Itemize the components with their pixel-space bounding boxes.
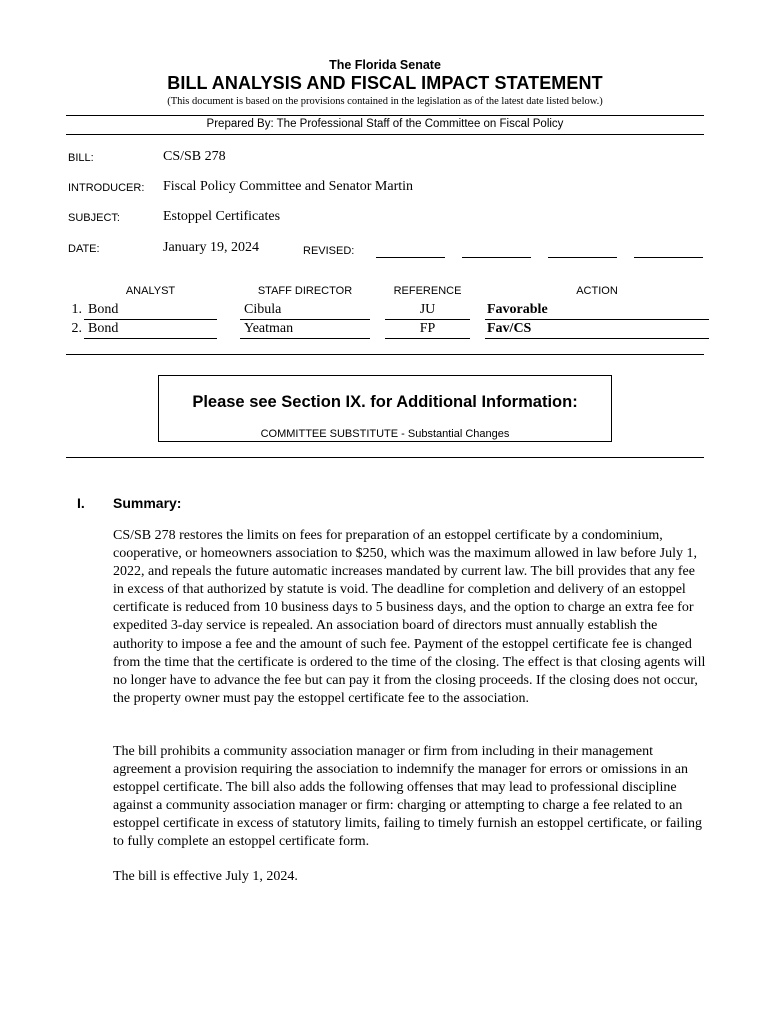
bill-label: BILL: [68,152,94,164]
senate-title: The Florida Senate [329,58,441,72]
staff-director-cell: Cibula [240,301,370,320]
action-cell: Fav/CS [485,320,709,339]
summary-paragraph: The bill is effective July 1, 2024. [113,869,298,884]
row-number: 1. [71,302,82,317]
document-title: BILL ANALYSIS AND FISCAL IMPACT STATEMENT [167,73,603,93]
revised-line [548,257,617,258]
staff-director-header: STAFF DIRECTOR [257,285,353,297]
date-value: January 19, 2024 [163,240,260,255]
staff-director-cell: Yeatman [240,320,370,339]
revised-label: REVISED: [303,245,355,257]
summary-paragraph: The bill prohibits a community association manager or firm from including in their management agreement a provision requiring the association to indemnify the manager for errors or omissions in an estoppel certificate. The bill also adds the following offenses that may lead to professional discipline against a community association manager or firm: charging or attempting to charge a fee related to an estoppel certificate in excess of statutory limits, failing to timely furnish an estoppel certificate, or failing to fully complete an estoppel certificate form. [113,744,702,850]
divider [66,115,704,116]
notice-subtitle: COMMITTEE SUBSTITUTE - Substantial Changes [260,428,510,440]
section-heading: Summary: [113,495,182,511]
revised-line [634,257,703,258]
bill-value: CS/SB 278 [163,149,226,164]
analyst-header: ANALYST [125,285,176,297]
subject-value: Estoppel Certificates [163,209,281,224]
section-number: I. [77,495,85,511]
date-label: DATE: [68,243,100,255]
analyst-cell: Bond [84,320,217,339]
action-header: ACTION [576,285,618,297]
summary-paragraph: CS/SB 278 restores the limits on fees for preparation of an estoppel certificate by a condominium, cooperative, or homeowners association to $250, which was the maximum allowed in law before July 1, 2022, and repeals the future automatic increases mandated by current law. The bill provides that any fee in excess of that authorized by statute is void. The deadline for completion and delivery of an estoppel certificate is reduced from 10 business days to 5 business days, and the option to charge an extra fee for expedited 3-day service is repealed. An association board of directors must annually establish the authority to impose a fee and the amount of such fee. Payment of the estoppel certificate fee is changed from the time that the certificate is ordered to the time of the closing. The effect is that closing agents will no longer have to advance the fee but can pay it from the closing proceeds. If the closing does not occur, the property owner must pay the estoppel certificate fee to the association. [113,528,706,706]
subject-label: SUBJECT: [68,212,120,224]
divider [66,134,704,135]
row-number: 2. [71,321,82,336]
prepared-by: Prepared By: The Professional Staff of the Committee on Fiscal Policy [206,118,564,130]
introducer-value: Fiscal Policy Committee and Senator Martin [163,179,414,194]
divider [66,354,704,355]
action-cell: Favorable [485,301,709,320]
reference-cell: FP [385,320,470,339]
analyst-cell: Bond [84,301,217,320]
reference-cell: JU [385,301,470,320]
introducer-label: INTRODUCER: [68,182,145,194]
reference-header: REFERENCE [393,285,462,297]
revised-line [376,257,445,258]
notice-box [158,375,612,442]
document-note: (This document is based on the provisions contained in the legislation as of the latest date listed below.) [167,96,603,107]
divider [66,457,704,458]
notice-title: Please see Section IX. for Additional Information: [192,393,578,411]
revised-line [462,257,531,258]
